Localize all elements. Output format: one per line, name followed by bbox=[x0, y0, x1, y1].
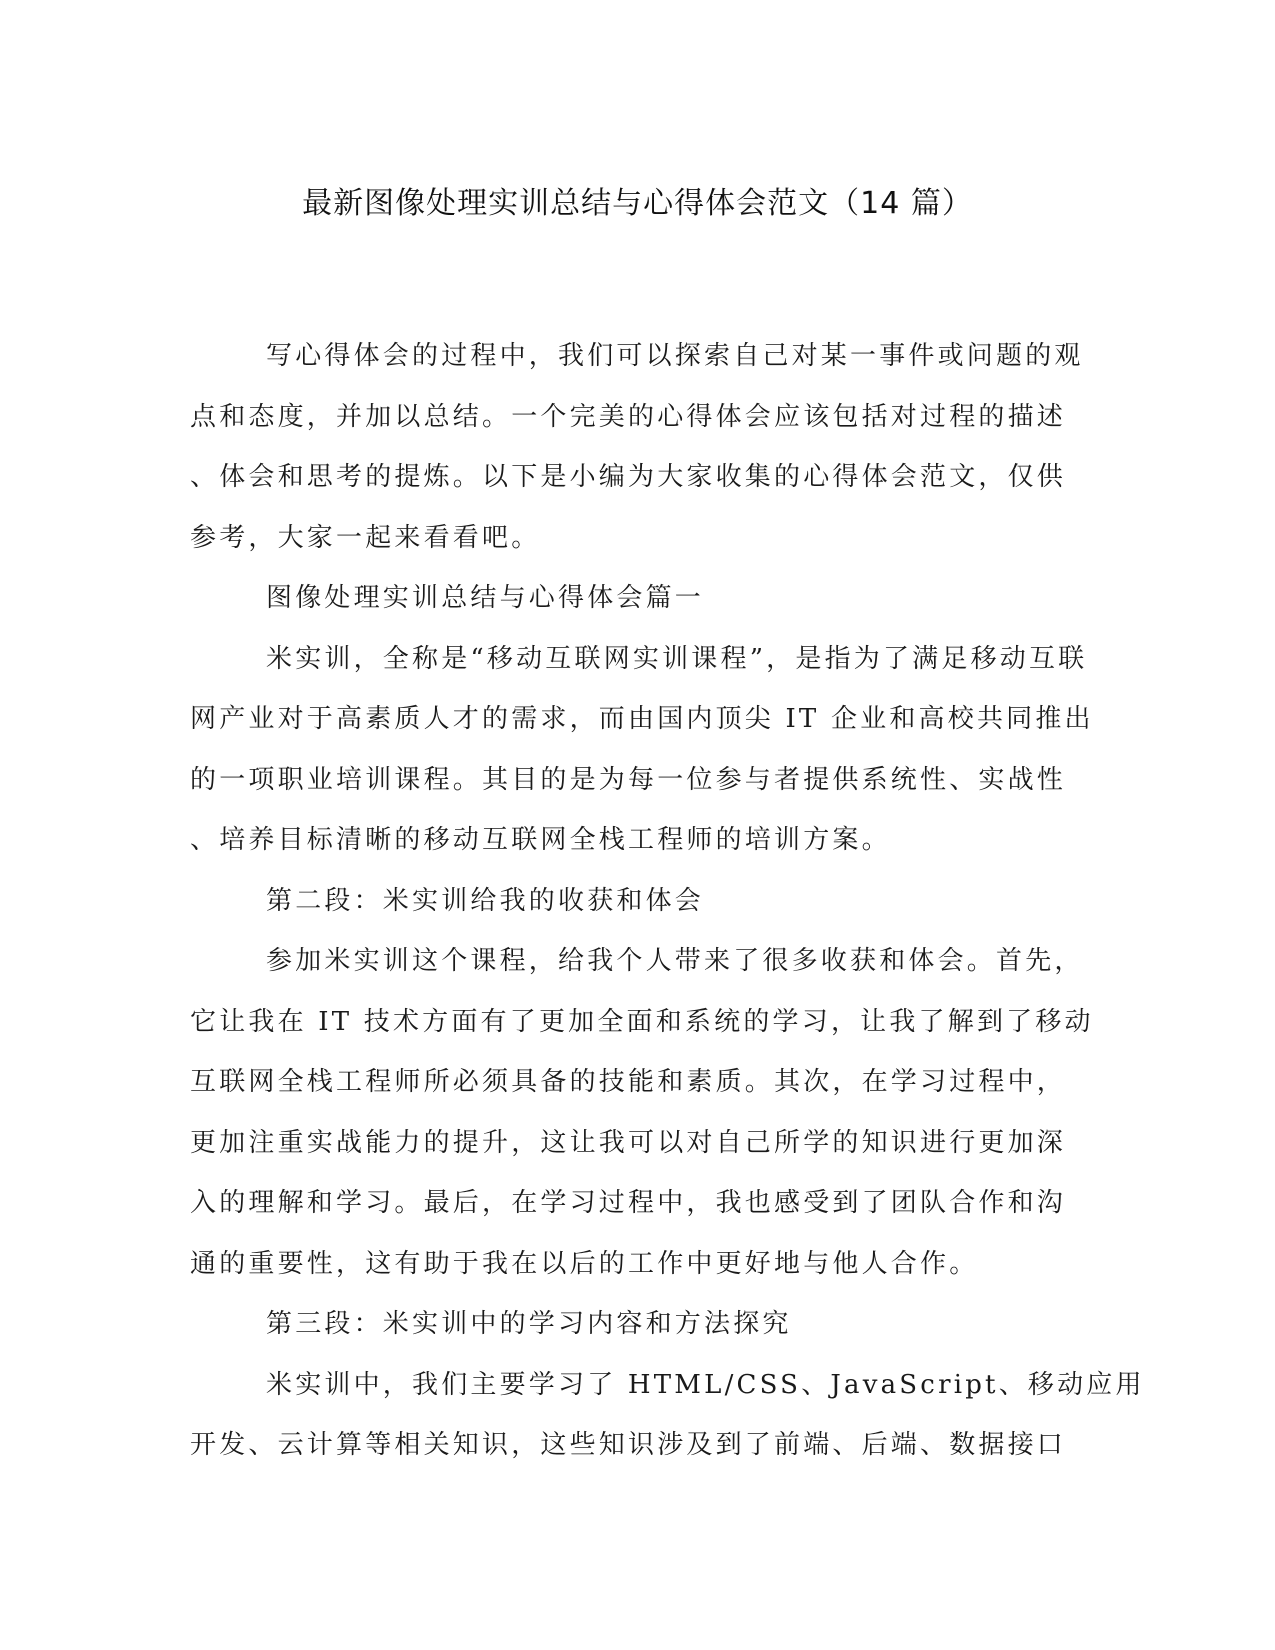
paragraph-gains-line-3: 互联网全栈工程师所必须具备的技能和素质。其次，在学习过程中， bbox=[190, 1067, 1067, 1097]
paragraph-gains-line-5: 入的理解和学习。最后，在学习过程中，我也感受到了团队合作和沟 bbox=[190, 1188, 1067, 1218]
document-body bbox=[190, 326, 1145, 1476]
paragraph-intro-line-2: 点和态度，并加以总结。一个完美的心得体会应该包括对过程的描述 bbox=[190, 401, 1067, 432]
paragraph-intro-line-4: 参考，大家一起来看看吧。 bbox=[190, 522, 541, 553]
paragraph-gains-line-6: 通的重要性，这有助于我在以后的工作中更好地与他人合作。 bbox=[190, 1248, 979, 1279]
paragraph-definition-line-4: 、培养目标清晰的移动互联网全栈工程师的培训方案。 bbox=[190, 825, 891, 855]
section-heading-third: 第三段：米实训中的学习内容和方法探究 bbox=[266, 1309, 792, 1339]
section-heading-part-one: 图像处理实训总结与心得体会篇一 bbox=[266, 583, 705, 613]
paragraph-gains-line-4: 更加注重实战能力的提升，这让我可以对自己所学的知识进行更加深 bbox=[190, 1127, 1067, 1158]
paragraph-intro-line-3: 、体会和思考的提炼。以下是小编为大家收集的心得体会范文，仅供 bbox=[190, 462, 1067, 492]
document-title: 最新图像处理实训总结与心得体会范文（14 篇） bbox=[302, 186, 973, 221]
paragraph-definition-line-3: 的一项职业培训课程。其目的是为每一位参与者提供系统性、实战性 bbox=[190, 764, 1067, 795]
paragraph-definition-line-2: 网产业对于高素质人才的需求，而由国内顶尖 IT 企业和高校共同推出 bbox=[190, 704, 1094, 734]
paragraph-content-line-1: 米实训中，我们主要学习了 HTML/CSS、JavaScript、移动应用 bbox=[266, 1369, 1145, 1400]
paragraph-gains-line-2: 它让我在 IT 技术方面有了更加全面和系统的学习，让我了解到了移动 bbox=[190, 1006, 1094, 1037]
paragraph-intro-line-1: 写心得体会的过程中，我们可以探索自己对某一事件或问题的观 bbox=[266, 341, 1084, 371]
section-heading-second: 第二段：米实训给我的收获和体会 bbox=[266, 885, 705, 916]
paragraph-definition-line-1: 米实训，全称是“移动互联网实训课程”，是指为了满足移动互联 bbox=[266, 643, 1088, 674]
paragraph-gains-line-1: 参加米实训这个课程，给我个人带来了很多收获和体会。首先， bbox=[266, 946, 1084, 976]
paragraph-content-line-2: 开发、云计算等相关知识，这些知识涉及到了前端、后端、数据接口 bbox=[190, 1430, 1067, 1460]
